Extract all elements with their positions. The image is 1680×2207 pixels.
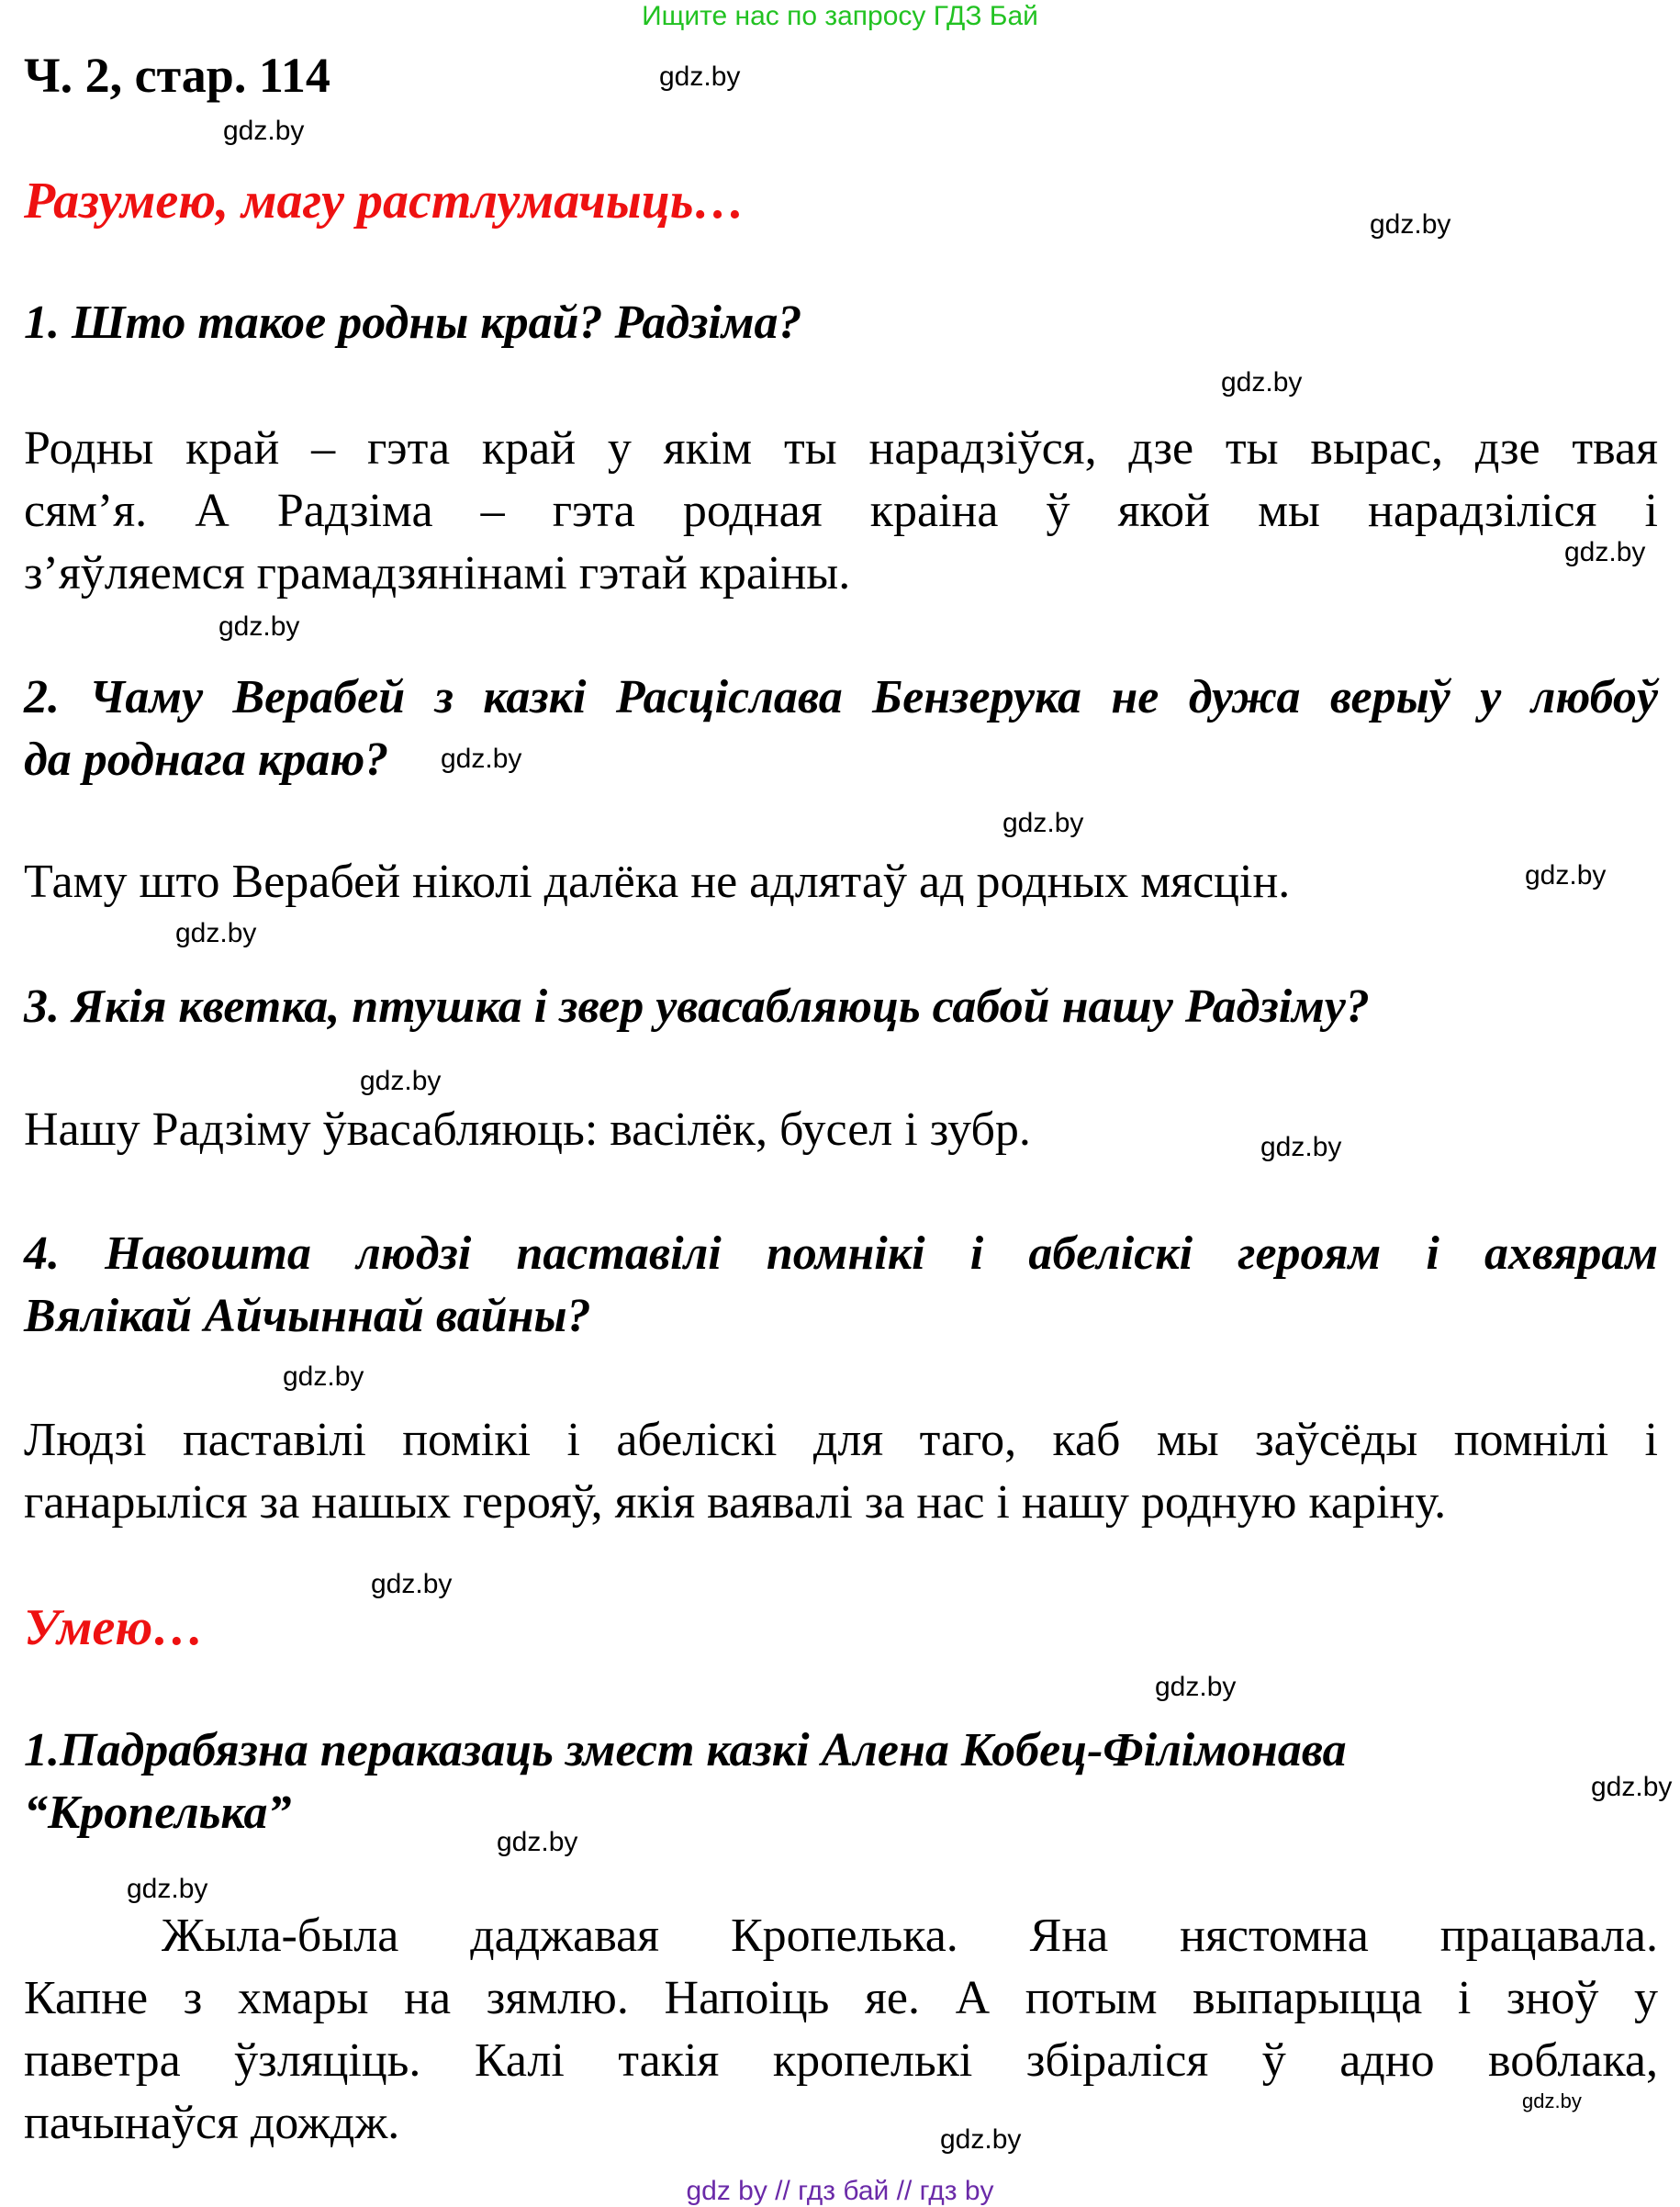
answer-4 bbox=[24, 1409, 1658, 1534]
watermark: gdz.by bbox=[1260, 1132, 1342, 1162]
question-line: 1. Што такое родны край? Радзіма? bbox=[24, 297, 802, 349]
question-line: 1.Падрабязна пераказаць змест казкі Алена Кобец-Філімонава bbox=[24, 1724, 1347, 1776]
answer-line: сям’я. А Радзіма – гэта родная краіна ў якой мы нарадзіліся і bbox=[24, 485, 1658, 537]
watermark: gdz.by bbox=[371, 1569, 453, 1599]
answer-2 bbox=[24, 851, 1658, 913]
watermark: gdz.by bbox=[1564, 537, 1646, 567]
question-line: 4. Навошта людзі паставілі помнікі і абеліскі героям і ахвярам bbox=[24, 1227, 1658, 1280]
answer-line: Людзі паставілі помікі і абеліскі для таго, каб мы заўсёды помнілі і bbox=[24, 1414, 1658, 1466]
question-line: Вялікай Айчыннай вайны? bbox=[24, 1290, 591, 1342]
answer-line: Капне з хмары на зямлю. Напоіць яе. А потым выпарыцца і зноў у bbox=[24, 1972, 1658, 2024]
answer-5 bbox=[24, 1905, 1658, 2155]
question-line: 2. Чаму Верабей з казкі Расціслава Бензерука не дужа верыў у любоў bbox=[24, 671, 1658, 723]
answer-line: паветра ўзляціць. Калі такія кропелькі збіраліся ў адно воблака, bbox=[24, 2034, 1658, 2087]
question-4 bbox=[24, 1223, 1658, 1348]
question-1 bbox=[24, 292, 1658, 354]
watermark: gdz.by bbox=[1002, 808, 1084, 838]
answer-1 bbox=[24, 418, 1658, 605]
watermark: gdz.by bbox=[1525, 860, 1607, 891]
page-title: Ч. 2, стар. 114 bbox=[24, 48, 330, 103]
question-line: “Кропелька” bbox=[24, 1787, 292, 1839]
question-line: да роднага краю? bbox=[24, 734, 389, 786]
watermark: gdz.by bbox=[1522, 2089, 1582, 2112]
watermark: gdz.by bbox=[1221, 367, 1303, 398]
watermark: gdz.by bbox=[940, 2124, 1022, 2155]
question-5 bbox=[24, 1720, 1566, 1844]
section-heading-understand: Разумею, магу растлумачыць… bbox=[24, 173, 745, 230]
answer-line: Родны край – гэта край у якім ты нарадзіўся, дзе ты вырас, дзе твая bbox=[24, 422, 1658, 475]
section-heading-can: Умею… bbox=[24, 1599, 205, 1656]
watermark: gdz.by bbox=[283, 1361, 364, 1392]
question-line: 3. Якія кветка, птушка і звер увасабляюць сабой нашу Радзіму? bbox=[24, 980, 1370, 1033]
watermark: gdz.by bbox=[1591, 1772, 1673, 1802]
answer-line: Таму што Верабей ніколі далёка не адлятаў ад родных мясцін. bbox=[24, 856, 1291, 908]
answer-3 bbox=[24, 1099, 1658, 1161]
answer-line: пачынаўся дождж. bbox=[24, 2097, 400, 2149]
question-3 bbox=[24, 976, 1658, 1038]
watermark: gdz.by bbox=[659, 62, 741, 92]
watermark: gdz.by bbox=[218, 611, 300, 642]
watermark: gdz.by bbox=[175, 918, 257, 948]
watermark: gdz.by bbox=[1155, 1672, 1237, 1702]
answer-line: з’яўляемся грамадзянінамі гэтай краіны. bbox=[24, 547, 851, 599]
answer-line: ганарыліся за нашых герояў, якія ваявалі за нас і нашу родную каріну. bbox=[24, 1476, 1447, 1529]
search-banner[interactable]: Ищите нас по запросу ГДЗ Бай bbox=[642, 1, 1038, 31]
watermark: gdz.by bbox=[497, 1827, 578, 1857]
question-2 bbox=[24, 667, 1658, 791]
watermark: gdz.by bbox=[127, 1874, 208, 1904]
answer-line: Жыла-была даджавая Кропелька. Яна нястомна працавала. bbox=[162, 1910, 1658, 1962]
watermark: gdz.by bbox=[441, 744, 522, 774]
watermark: gdz.by bbox=[360, 1066, 442, 1096]
footer-links[interactable]: gdz by // гдз бай // гдз by bbox=[686, 2176, 994, 2206]
watermark: gdz.by bbox=[1370, 209, 1451, 240]
answer-line: Нашу Радзіму ўвасабляюць: васілёк, бусел і зубр. bbox=[24, 1104, 1031, 1156]
watermark: gdz.by bbox=[223, 116, 305, 146]
